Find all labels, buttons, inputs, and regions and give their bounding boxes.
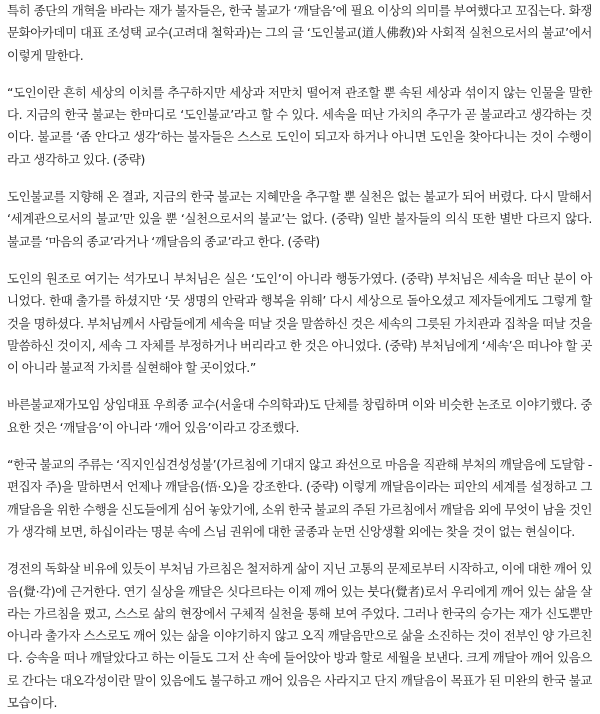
paragraph-quote-dosin-definition: “도인이란 흔히 세상의 이치를 추구하지만 세상과 저만치 떨어져 관조할 뿐 속된 세상과 섞이지 않는 인물을 말한다. 지금의 한국 불교는 한마디로 ‘도인불교’라고 할 수 있다. 세속을 떠난 가치의 추구가 곧 불교라고 생각하는 것이다. 불교를 ‘좀 안다고 생각’하는 불자들은 스스로 도인이 되고자 하거나 아니면 도인을 찾아다니는 것이 수행이라고 생각하고 있다. (중략) <box>7 84 592 167</box>
paragraph-quote-awakeness: 경전의 독화살 비유에 있듯이 부처님 가르침은 철저하게 삶이 지닌 고통의 문제로부터 시작하고, 이에 대한 깨어 있음(覺·각)에 근거한다. 연기 실상을 깨달은 싯다르타는 이제 깨어 있는 붓다(覺者)로서 우리에게 깨어 있는 삶을 살라는 가르침을 폈고, 스스로 삶의 현장에서 구체적 실천을 통해 보여 주었다. 그러나 한국의 승가는 재가 신도뿐만 아니라 출가자 스스로도 깨어 있는 삶을 이야기하지 않고 오직 깨달음만으로 삶을 소진하는 것이 전부인 양 가르친다. 승속을 떠나 깨달았다고 하는 이들도 그저 산 속에 들어앉아 방과 할로 세월을 보낸다. 크게 깨달아 깨어 있음으로 간다는 대오각성이란 말이 있음에도 불구하고 깨어 있음은 사라지고 단지 깨달음이 목표가 된 미완의 한국 불교 모습이다. <box>7 561 592 711</box>
paragraph-intro: 특히 종단의 개혁을 바라는 재가 불자들은, 한국 불교가 ‘깨달음’에 필요 이상의 의미를 부여했다고 꼬집는다. 화쟁문화아카데미 대표 조성택 교수(고려대 철학과)는 그의 글 ‘도인불교(道人佛敎)와 사회적 실천으로서의 불교’에서 이렇게 말한다. <box>7 3 592 63</box>
paragraph-woo-heejong-intro: 바른불교재가모임 상임대표 우희종 교수(서울대 수의학과)도 단체를 창립하며 이와 비슷한 논조로 이야기했다. 중요한 것은 ‘깨달음’이 아니라 ‘깨어 있음’이라고 강조했다. <box>7 397 592 435</box>
paragraph-quote-buddha-activist: 도인의 원조로 여기는 석가모니 부처님은 실은 ‘도인’이 아니라 행동가였다. (중략) 부처님은 세속을 떠난 분이 아니었다. 한때 출가를 하셨지만 ‘뭇 생명의 안락과 행복을 위해’ 다시 세상으로 돌아오셨고 제자들에게도 그렇게 할 것을 명하셨다. 부처님께서 사람들에게 세속을 떠날 것을 말씀하신 것은 세속의 그릇된 가치관과 집착을 떠날 것을 말씀하신 것이지, 세속 그 자체를 부정하거나 버리라고 한 것은 아니었다. (중략) 부처님에게 ‘세속’은 떠나야 할 곳이 아니라 불교적 가치를 실현해야 할 곳이었다.” <box>7 270 592 376</box>
paragraph-quote-dosin-result: 도인불교를 지향해 온 결과, 지금의 한국 불교는 지혜만을 추구할 뿐 실천은 없는 불교가 되어 버렸다. 다시 말해서 ‘세계관으로서의 불교’만 있을 뿐 ‘실천으로서의 불교’는 없다. (중략) 일반 불자들의 의식 또한 별반 다르지 않다. 불교를 ‘마음의 종교’라거나 ‘깨달음의 종교’라고 한다. (중략) <box>7 189 592 249</box>
paragraph-quote-enlightenment-mainstream: “한국 불교의 주류는 ‘직지인심견성성불’(가르침에 기대지 않고 좌선으로 마음을 직관해 부처의 깨달음에 도달함 - 편집자 주)을 말하면서 언제나 깨달음(悟·오)을 강조한다. (중략) 이렇게 깨달음이라는 피안의 세계를 설정하고 그 깨달음을 위한 수행을 신도들에게 심어 놓았기에, 소위 한국 불교의 주된 가르침에서 깨달음 외에 무엇이 남을 것인가 생각해 보면, 하십이라는 명분 속에 스님 권위에 대한 굴종과 눈먼 신앙생활 외에는 찾을 것이 없는 현실이다. <box>7 457 592 539</box>
